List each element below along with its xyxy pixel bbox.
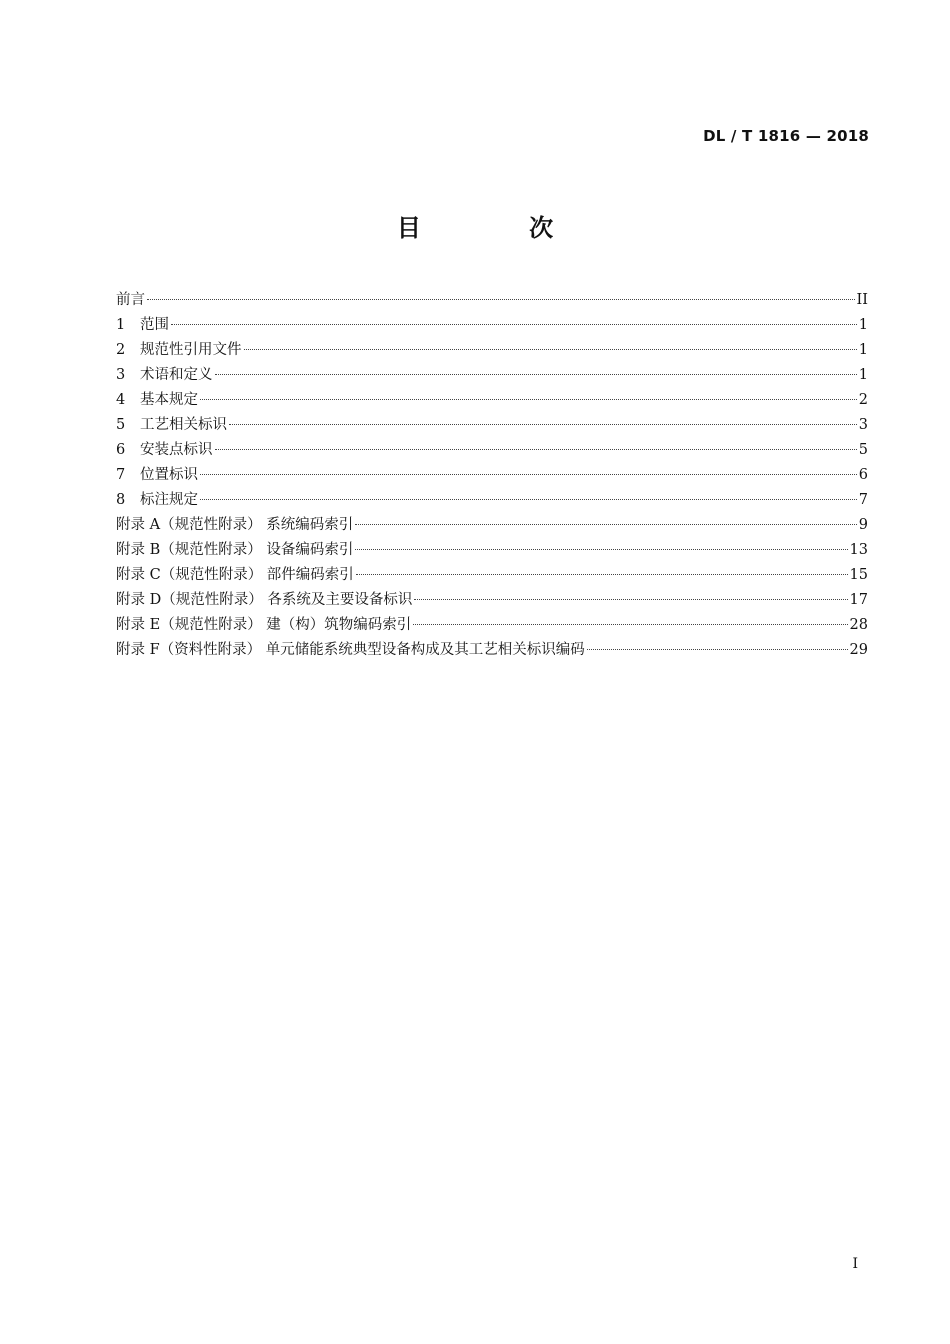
toc-entry-label: 附录 B（规范性附录） 设备编码索引	[116, 542, 354, 558]
toc-entry-label: 附录 A（规范性附录） 系统编码索引	[116, 517, 354, 533]
toc-entry-label: 附录 C（规范性附录） 部件编码索引	[116, 567, 354, 583]
toc-entry[interactable]	[116, 613, 868, 638]
toc-entry-number: 6	[116, 442, 126, 458]
dot-leader	[244, 349, 857, 350]
dot-leader	[355, 549, 847, 550]
page-title: 目 次	[396, 214, 604, 242]
toc-entry-page: 1	[858, 317, 868, 333]
toc-entry-number: 5	[116, 417, 126, 433]
toc-entry[interactable]	[116, 563, 868, 588]
toc-entry-page: 3	[858, 417, 868, 433]
toc-entry[interactable]	[116, 588, 868, 613]
toc-entry-number: 1	[116, 317, 126, 333]
toc-entry-label: 位置标识	[140, 467, 198, 483]
toc-entry[interactable]	[116, 638, 868, 663]
toc-entry[interactable]	[116, 363, 868, 388]
dot-leader	[215, 374, 857, 375]
toc-entry-page: 6	[858, 467, 868, 483]
toc-entry[interactable]	[116, 388, 868, 413]
toc-entry[interactable]	[116, 413, 868, 438]
toc-entry-page: 7	[858, 492, 868, 508]
toc-entry-page: 9	[858, 517, 868, 533]
toc-entry-label: 术语和定义	[140, 367, 213, 383]
toc-entry-page: 17	[849, 592, 868, 608]
toc-entry-number: 8	[116, 492, 126, 508]
toc-entry-label: 安装点标识	[140, 442, 213, 458]
toc-entry-page: 15	[849, 567, 868, 583]
toc-entry[interactable]	[116, 513, 868, 538]
standard-code: DL / T 1816 — 2018	[703, 127, 869, 145]
dot-leader	[587, 649, 848, 650]
toc-entry-page: 28	[849, 617, 868, 633]
toc-entry[interactable]	[116, 488, 868, 513]
toc-entry[interactable]	[116, 463, 868, 488]
toc-entry-page: 29	[849, 642, 868, 658]
toc-entry[interactable]	[116, 538, 868, 563]
dot-leader	[171, 324, 857, 325]
toc-entry-label: 前言	[116, 292, 145, 308]
toc-entry-page: 5	[858, 442, 868, 458]
toc-entry-label: 附录 E（规范性附录） 建（构）筑物编码索引	[116, 617, 412, 633]
toc-entry-label: 附录 D（规范性附录） 各系统及主要设备标识	[116, 592, 413, 608]
toc-entry-page: 1	[858, 367, 868, 383]
toc-entry-page: 13	[849, 542, 868, 558]
toc-entry-number: 2	[116, 342, 126, 358]
toc-entry-label: 范围	[140, 317, 169, 333]
dot-leader	[200, 474, 857, 475]
dot-leader	[200, 499, 857, 500]
toc-entry[interactable]	[116, 288, 868, 313]
toc-entry-number: 4	[116, 392, 126, 408]
toc-entry-page: 1	[858, 342, 868, 358]
toc-entry[interactable]	[116, 438, 868, 463]
dot-leader	[229, 424, 857, 425]
toc-entry-page: 2	[858, 392, 868, 408]
toc-entry[interactable]	[116, 313, 868, 338]
dot-leader	[356, 574, 848, 575]
toc-entry-label: 工艺相关标识	[140, 417, 227, 433]
toc-entry-number: 7	[116, 467, 126, 483]
toc-entry-label: 基本规定	[140, 392, 198, 408]
toc-entry-label: 标注规定	[140, 492, 198, 508]
table-of-contents	[116, 288, 868, 663]
dot-leader	[355, 524, 857, 525]
page-number: I	[852, 1256, 858, 1272]
toc-entry-label: 附录 F（资料性附录） 单元储能系统典型设备构成及其工艺相关标识编码	[116, 642, 585, 658]
toc-entry[interactable]	[116, 338, 868, 363]
toc-entry-page: II	[856, 292, 868, 308]
dot-leader	[413, 624, 847, 625]
dot-leader	[147, 299, 855, 300]
dot-leader	[414, 599, 847, 600]
toc-entry-number: 3	[116, 367, 126, 383]
toc-entry-label: 规范性引用文件	[140, 342, 242, 358]
dot-leader	[200, 399, 857, 400]
dot-leader	[215, 449, 857, 450]
